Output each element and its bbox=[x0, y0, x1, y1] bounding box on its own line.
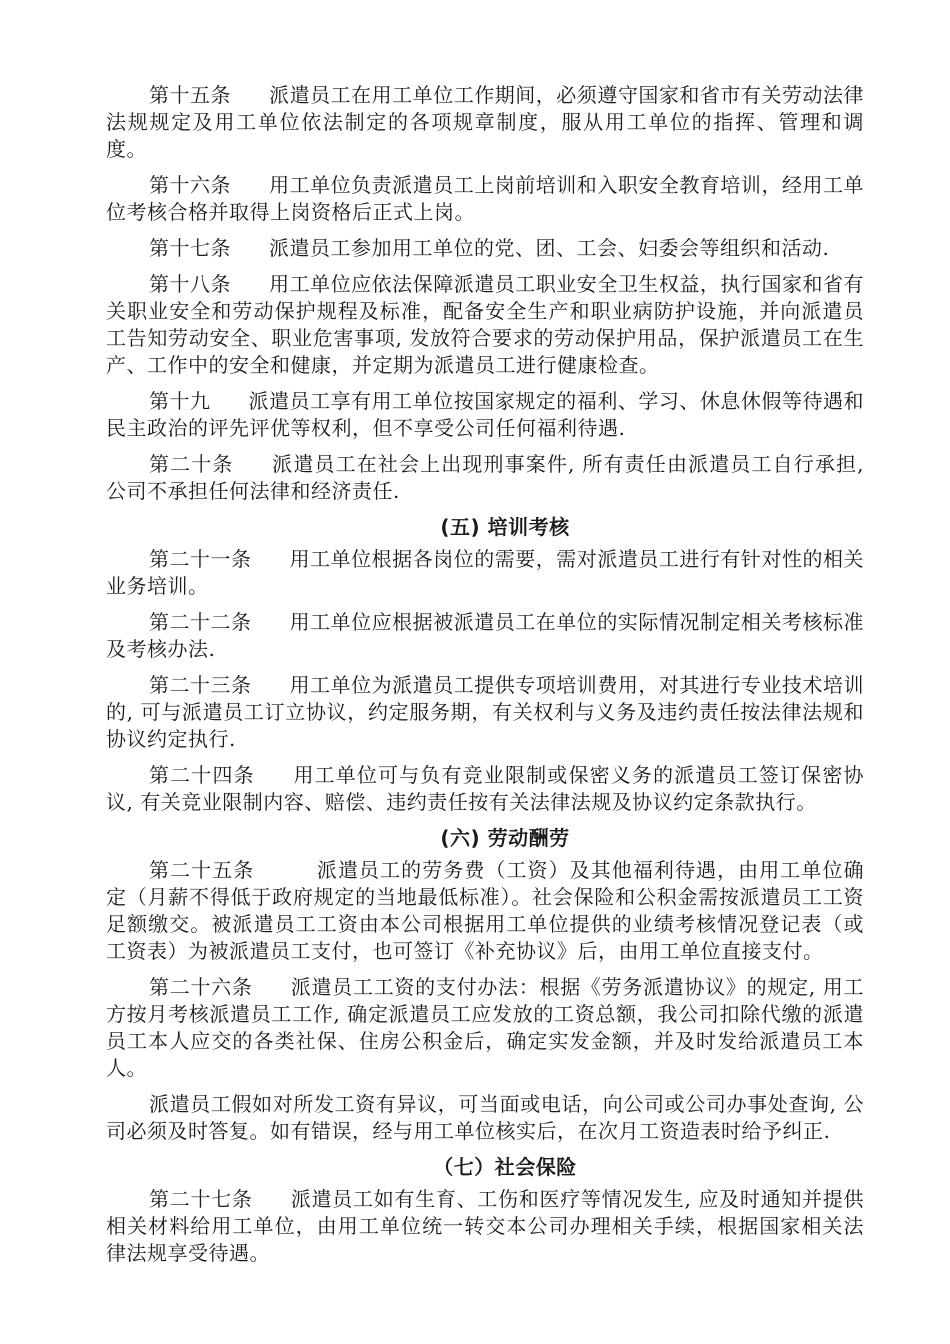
article-17 bbox=[106, 235, 864, 262]
article-19 bbox=[106, 388, 864, 442]
article-18 bbox=[106, 271, 864, 379]
article-number: 第二十条 bbox=[149, 452, 234, 476]
article-number: 第二十二条 bbox=[149, 610, 252, 634]
article-22 bbox=[106, 609, 864, 663]
section-heading-5: (五) 培训考核 bbox=[440, 515, 570, 539]
article-number: 第二十一条 bbox=[149, 547, 252, 571]
article-text: 用工单位应根据被派遣员工在单位的实际情况制定相关考核标准及考核办法. bbox=[106, 610, 865, 661]
article-text: 派遣员工享有用工单位按国家规定的福利、学习、休息休假等待遇和民主政治的评先评优等权利，但不享受公司任何福利待遇. bbox=[106, 389, 865, 440]
article-number: 第十六条 bbox=[149, 173, 232, 197]
article-number: 第十八条 bbox=[149, 272, 232, 296]
article-text: 用工单位根据各岗位的需要，需对派遣员工进行有针对性的相关业务培训。 bbox=[106, 547, 865, 598]
section-heading-7: （七）社会保险 bbox=[433, 1155, 577, 1179]
article-number: 第二十五条 bbox=[149, 858, 255, 882]
article-25 bbox=[106, 857, 864, 965]
article-text: 用工单位负责派遣员工上岗前培训和入职安全教育培训，经用工单位考核合格并取得上岗资格后正式上岗。 bbox=[106, 173, 865, 224]
article-text: 用工单位应依法保障派遣员工职业安全卫生权益，执行国家和省有关职业安全和劳动保护规程及标准，配备安全生产和职业病防护设施，并向派遣员工告知劳动安全、职业危害事项, 发放符合要求的劳动保护用品，保护派遣员工在生产、工作中的安全和健康，并定期为派遣员工进行健康检查。 bbox=[106, 272, 865, 377]
article-number: 第二十四条 bbox=[149, 763, 255, 787]
article-24 bbox=[106, 762, 864, 816]
article-text: 派遣员工参加用工单位的党、团、工会、妇委会等组织和活动. bbox=[269, 236, 830, 260]
article-text: 用工单位为派遣员工提供专项培训费用，对其进行专业技术培训的, 可与派遣员工订立协议，约定服务期，有关权利与义务及违约责任按法律法规和协议约定执行. bbox=[106, 673, 865, 751]
article-number: 第二十七条 bbox=[149, 1187, 253, 1211]
article-number: 第十七条 bbox=[149, 236, 231, 260]
article-text: 派遣员工如有生育、工伤和医疗等情况发生, 应及时通知并提供相关材料给用工单位，由用工单位统一转交本公司办理相关手续，根据国家相关法律法规享受待遇。 bbox=[106, 1187, 865, 1265]
article-text: 派遣员工在用工单位工作期间，必须遵守国家和省市有关劳动法律法规规定及用工单位依法制定的各项规章制度，服从用工单位的指挥、管理和调度。 bbox=[106, 83, 865, 161]
article-16 bbox=[106, 172, 864, 226]
article-27 bbox=[106, 1186, 864, 1267]
article-text: 用工单位可与负有竞业限制或保密义务的派遣员工签订保密协议, 有关竞业限制内容、赔偿、违约责任按有关法律法规及协议约定条款执行。 bbox=[106, 763, 864, 814]
article-number: 第十五条 bbox=[149, 83, 232, 107]
article-text: 派遣员工在社会上出现刑事案件, 所有责任由派遣员工自行承担, 公司不承担任何法律和经济责任. bbox=[106, 452, 865, 503]
article-15 bbox=[106, 82, 864, 163]
paragraph-wage-dispute: 派遣员工假如对所发工资有异议，可当面或电话，向公司或公司办事处查询, 公司必须及时答复。如有错误，经与用工单位核实后，在次月工资造表时给予纠正. bbox=[106, 1092, 864, 1143]
article-26 bbox=[106, 974, 864, 1082]
article-number: 第二十三条 bbox=[149, 673, 252, 697]
article-number: 第二十六条 bbox=[149, 975, 253, 999]
article-text: 派遣员工的劳务费（工资）及其他福利待遇，由用工单位确定（月薪不得低于政府规定的当地最低标准）。社会保险和公积金需按派遣员工工资足额缴交。被派遣员工工资由本公司根据用工单位提供的业绩考核情况登记表（或工资表）为被派遣员工支付，也可签订《补充协议》后，由用工单位直接支付。 bbox=[106, 858, 865, 963]
article-20 bbox=[106, 451, 864, 505]
article-number: 第十九 bbox=[149, 389, 211, 413]
article-21 bbox=[106, 546, 864, 600]
article-text: 派遣员工工资的支付办法：根据《劳务派遣协议》的规定, 用工方按月考核派遣员工工作, 确定派遣员工应发放的工资总额，我公司扣除代缴的派遣员工本人应交的各类社保、住房公积金后，确定实发金额，并及时发给派遣员工本人。 bbox=[106, 975, 865, 1080]
section-heading-6: (六) 劳动酬劳 bbox=[440, 826, 570, 850]
article-23 bbox=[106, 672, 864, 753]
